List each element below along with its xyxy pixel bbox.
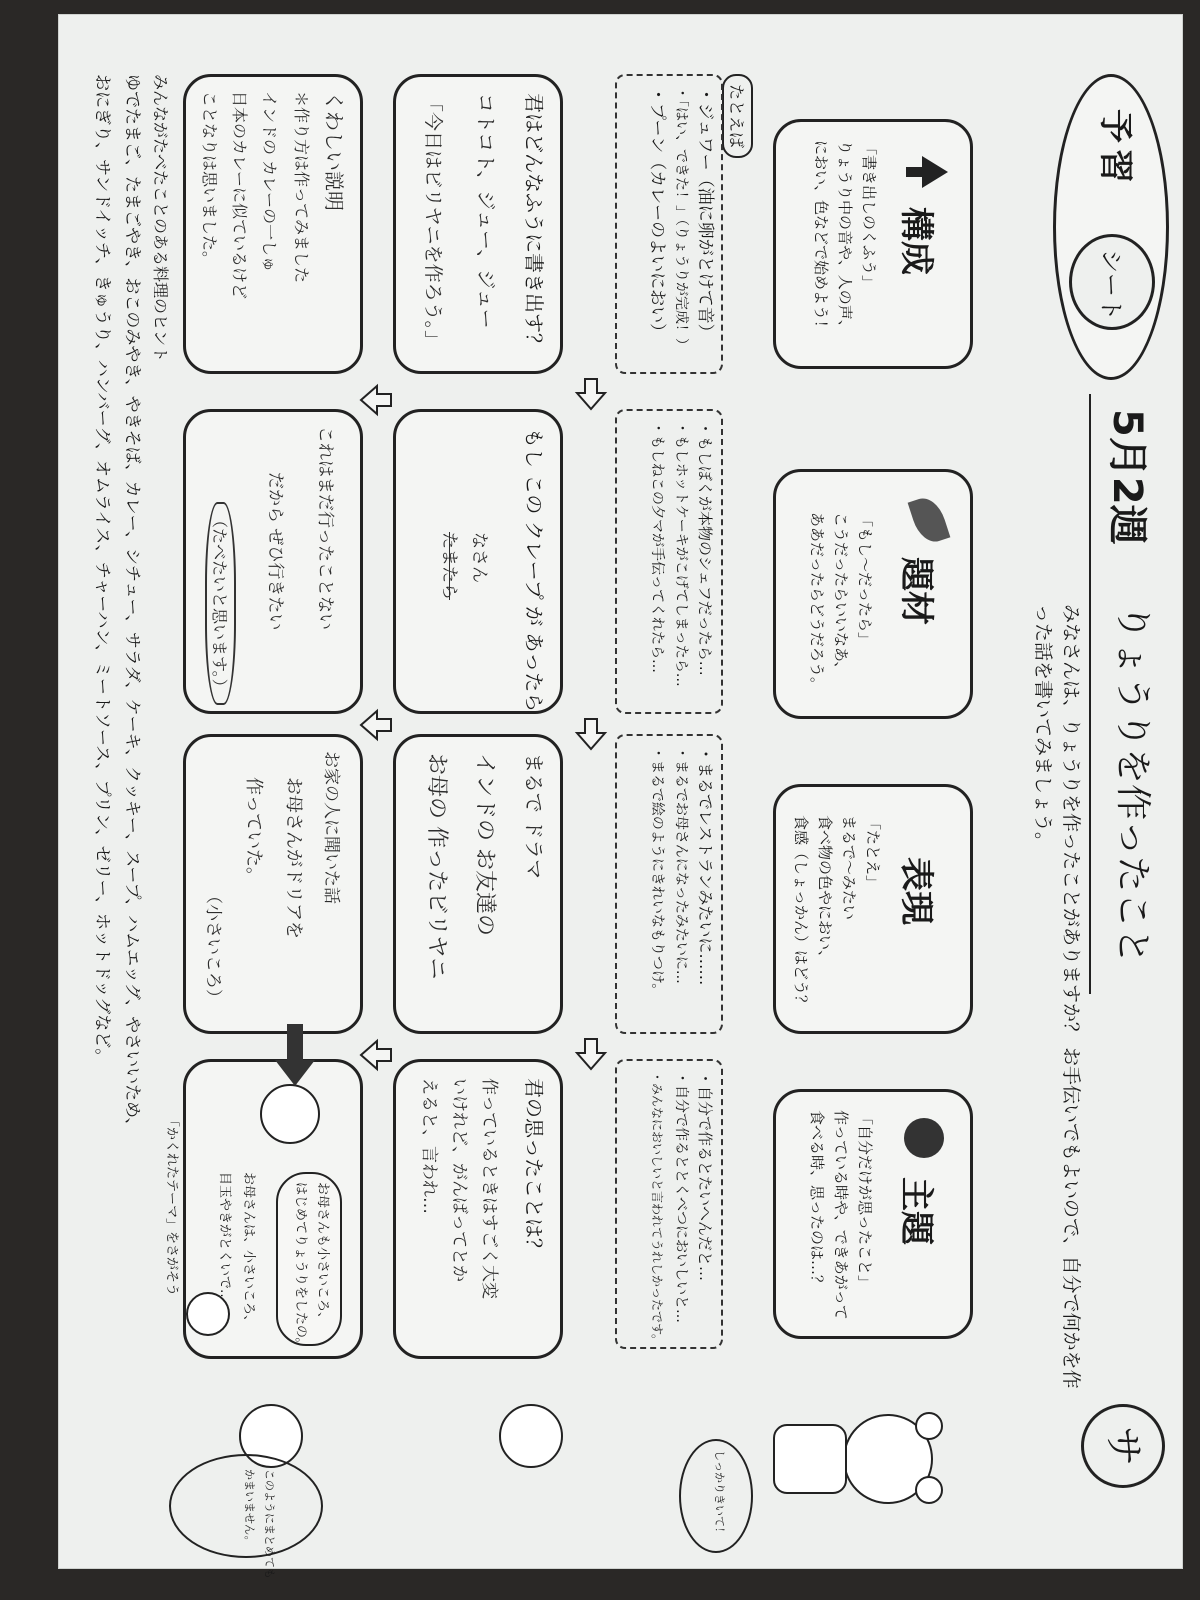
example-line: ・みんなにおいしいと言われてうれしかったです。: [650, 1071, 664, 1347]
category-line: におい、色などで始めよう！: [812, 140, 830, 336]
question-text: 君の思ったことは？: [522, 1078, 546, 1258]
example-line: ・まるでレストランみたいに……: [696, 746, 715, 986]
example-line: ・まるで絵のようにきれいなもりつけ。: [649, 746, 665, 998]
bear-body-icon: [773, 1424, 847, 1494]
badge-title: 予習: [1095, 109, 1135, 189]
story-line: （小さいころ）: [203, 887, 223, 1006]
grade-mark: サ: [1100, 1426, 1146, 1466]
hint-line: おにぎり、サンドイッチ、きゅうり、ハンバーグ、オムライス、チャーハン、ミートソース、プリン、ゼリー、ホットドッグなど。: [92, 74, 112, 1066]
hint-label: みんながたべたことのある料理のヒント: [151, 74, 170, 363]
example-line: ・もしねこの夕マが手伝ってくれたら…: [649, 421, 665, 673]
detail-box-explanation: [183, 74, 363, 374]
side-note: しっかりきいて！: [713, 1450, 726, 1538]
category-title: 構成: [896, 207, 936, 275]
thought-line: これはまだ行ったことない: [315, 426, 335, 630]
category-line: 食べ物の色やにおい、: [816, 815, 834, 966]
bear-ear-icon: [915, 1476, 943, 1504]
answer-line: たまたら: [439, 532, 459, 600]
category-line: 食べる時、思ったのは…？: [808, 1110, 826, 1291]
category-title: 表現: [896, 857, 936, 925]
detail-box-mother: [183, 1059, 363, 1359]
category-line: 作っている時や、できあがって: [832, 1110, 850, 1320]
side-note: かまいません。: [243, 1469, 256, 1547]
story-line: 作っていた。: [243, 777, 264, 885]
answer-line: お母の 作ったビリヤニ: [424, 753, 449, 980]
example-line: ・自分で作るとたいへんだと…: [696, 1071, 714, 1282]
down-arrow-icon: [361, 711, 391, 739]
thick-arrow-icon: [287, 1024, 303, 1064]
detail-box-story: [183, 734, 363, 1034]
category-line: 「もし〜だったら」: [856, 512, 874, 648]
category-line: まるで〜みたい: [840, 815, 858, 920]
category-line: ああだったらどうだろう。: [808, 512, 826, 693]
category-line: 「自分だけが思ったこと」: [856, 1110, 874, 1291]
answer-line: えると、言われ…: [419, 1078, 439, 1214]
down-arrow-icon: [361, 1041, 391, 1069]
bear-icon: [186, 1292, 230, 1336]
answer-line: いけれど、がんばってとか: [449, 1078, 469, 1282]
explain-label: くわしい説明: [322, 91, 346, 211]
category-title: 主題: [896, 1177, 936, 1245]
story-line: お家の人に聞いた話: [321, 751, 341, 904]
answer-line: 作っているときはすごく大変: [479, 1078, 499, 1299]
category-line: 「たとえ」: [864, 815, 882, 891]
question-text: 君はどんなふうに書き出す？: [522, 93, 546, 353]
category-line: 「書き出しのくふう」: [860, 140, 878, 291]
example-line: ・もしホットケーキがこげてしまったら…: [673, 421, 689, 687]
hint-line: ゆでたまご、たまごやき、おこのみやき、やきそば、カレー、シチュー、サラダ、ケーキ、クッキー、スープ、ハムエッグ、やさいいため、: [122, 74, 142, 1135]
example-line: ・「はい、できた！」（りょうりが完成！）: [673, 86, 689, 352]
examples-label: たとえば: [722, 74, 753, 158]
category-title: 題材: [896, 557, 936, 625]
side-note: 「かくれたテーマ」をさがそう: [164, 1114, 179, 1297]
thought-line: だから ぜひ行きたい: [265, 472, 285, 631]
date: 5月2週: [1104, 409, 1150, 545]
example-line: ・もしぼくが本物のシェフだったら…: [696, 421, 714, 676]
side-note: このようにまとめても: [263, 1469, 276, 1579]
category-line: りょうり中の音や、人の声、: [836, 140, 854, 335]
example-line: ・ジュワー（油に卵がとけて音）: [695, 86, 715, 341]
detail-box-thought: [183, 409, 363, 714]
bubble-line: 目玉やきがとくいで…: [217, 1172, 232, 1303]
bubble-line: お母さんは、小さいころ、: [241, 1172, 256, 1329]
answer-line: まるで ドラマ: [522, 753, 546, 880]
category-line: こうだったらいいなあ、: [832, 512, 850, 677]
bear-ear-icon: [915, 1412, 943, 1440]
explain-line: ことなりは思いました。: [200, 91, 219, 268]
story-line: お母さんがドリアを: [283, 777, 304, 939]
worksheet: [58, 14, 1183, 1579]
bear-icon: [260, 1084, 320, 1144]
answer-line: インドの お友達の: [472, 753, 497, 936]
down-arrow-icon: [361, 386, 391, 414]
answer-line: 「今日はビリヤニを作ろう。」: [422, 93, 444, 350]
explain-line: インドの カレーの一しゅ: [260, 91, 279, 273]
explain-line: 日本のカレーに似ているけど: [230, 91, 249, 300]
explain-line: ＊作り方は作ってみました: [292, 91, 311, 284]
question-text: もし この クレープ が あったら: [522, 428, 546, 713]
answer-line: なさん: [469, 532, 489, 583]
example-line: ・自分で作るととくべつにおいしいと…: [673, 1071, 689, 1323]
thought-line: （たべたいと思います。）: [205, 502, 236, 705]
theme-title: りょうりを作ったこと: [1112, 604, 1153, 965]
example-line: ・プーン（カレーのよいにおい）: [647, 86, 667, 341]
answer-line: コトコト、ジュー、ジュー: [474, 93, 498, 329]
bubble-line: お母さんも小さいころ、: [315, 1182, 330, 1326]
badge-sub: シート: [1097, 249, 1125, 321]
example-line: ・まるでお母さんになったみたいに…: [673, 746, 689, 984]
worksheet-paper: [58, 14, 1183, 1579]
intro-text: みなさんは、りょうりを作ったことがありますか？ お手伝いでもよいので、自分で何かを作った話を書いてみましょう。: [1032, 604, 1082, 1389]
bear-mascot-icon: [499, 1404, 563, 1468]
bubble-line: はじめてりょうりをしたの。: [293, 1182, 308, 1351]
category-line: 食感（しょっかん）はどう？: [792, 815, 810, 1011]
